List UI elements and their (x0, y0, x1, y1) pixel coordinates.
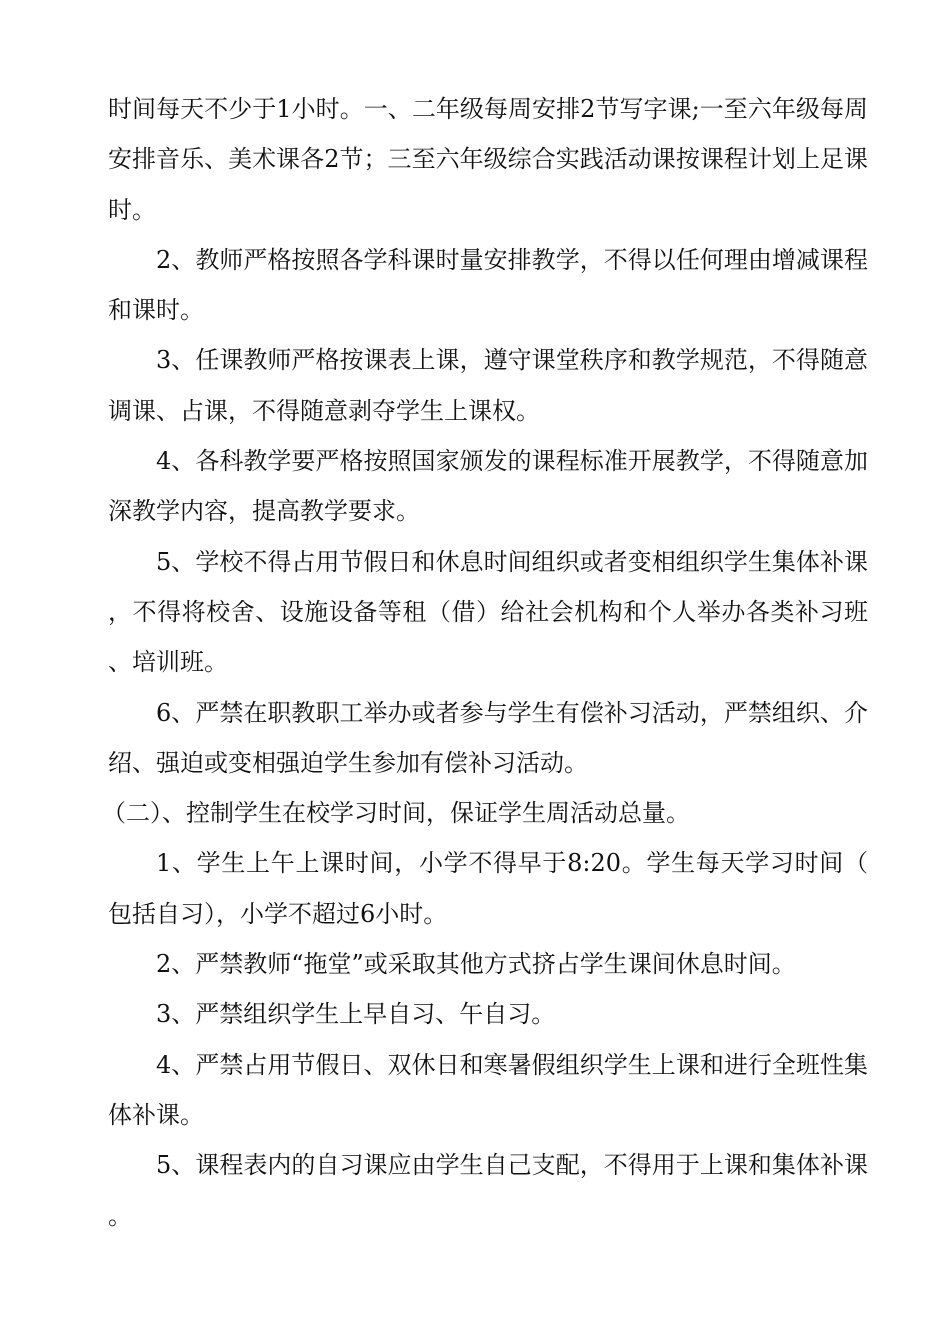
paragraph-item-4-curriculum-standard: 4、各科教学要严格按照国家颁发的课程标准开展教学，不得随意加深教学内容，提高教学要求。 (108, 447, 868, 526)
paragraph-class-time-continued: 时间每天不少于1小时。一、二年级每周安排2节写字课;一至六年级每周安排音乐、美术课各2节；三至六年级综合实践活动课按课程计划上足课时。 (108, 95, 868, 224)
paragraph-item-1-class-start: 1、学生上午上课时间，小学不得早于8:20。学生每天学习时间（包括自习），小学不超过6小时。 (108, 849, 868, 928)
document-body (102, 84, 868, 1241)
paragraph-item-6-paid-tutoring: 6、严禁在职教职工举办或者参与学生有偿补习活动，严禁组织、介绍、强迫或变相强迫学生参加有偿补习活动。 (108, 698, 868, 777)
paragraph-item-3-timetable: 3、任课教师严格按课表上课，遵守课堂秩序和教学规范，不得随意调课、占课，不得随意剥夺学生上课权。 (108, 346, 868, 425)
section-heading-study-time: （二）、控制学生在校学习时间，保证学生周活动总量。 (102, 799, 690, 828)
paragraph-item-5-holiday-tutoring: 5、学校不得占用节假日和休息时间组织或者变相组织学生集体补课，不得将校舍、设施设备等租（借）给社会机构和个人举办各类补习班、培训班。 (108, 547, 868, 677)
paragraph-item-4-holiday-classes: 4、严禁占用节假日、双休日和寒暑假组织学生上课和进行全班性集体补课。 (108, 1050, 868, 1129)
paragraph-item-3-self-study: 3、严禁组织学生上早自习、午自习。 (156, 1000, 556, 1029)
paragraph-item-2-teacher-hours: 2、教师严格按照各学科课时量安排教学，不得以任何理由增减课程和课时。 (108, 245, 868, 325)
paragraph-item-5-self-study-period: 5、课程表内的自习课应由学生自己支配，不得用于上课和集体补课。 (108, 1151, 868, 1230)
paragraph-item-2-overtime: 2、严禁教师“拖堂”或采取其他方式挤占学生课间休息时间。 (156, 950, 796, 979)
